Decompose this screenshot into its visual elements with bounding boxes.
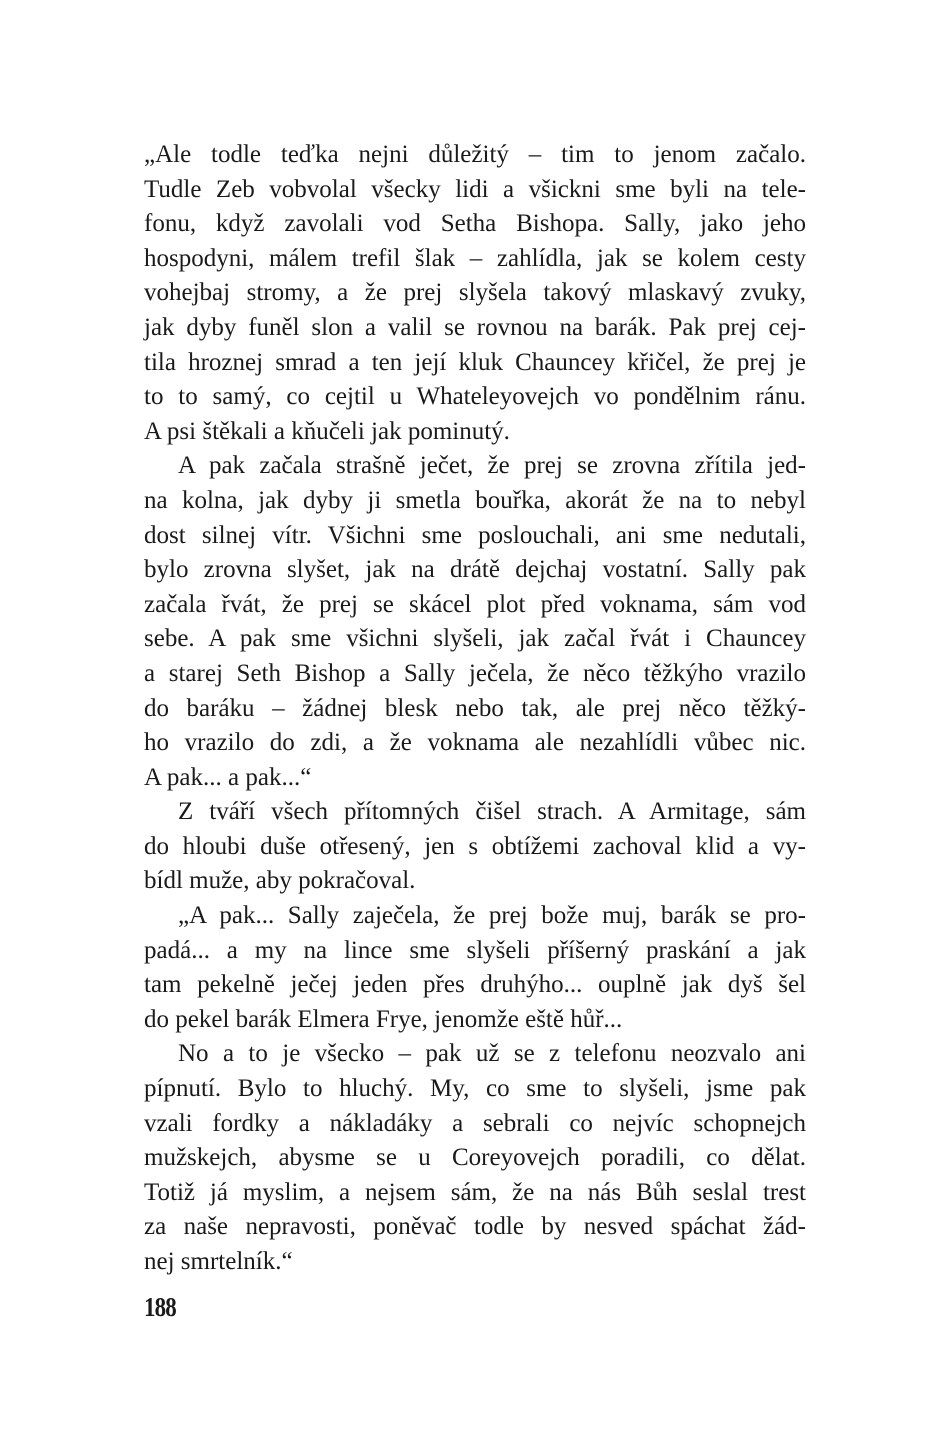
paragraph	[144, 449, 806, 795]
text-line: to to samý, co cejtil u Whateleyovejch vo pondělnim ránu.	[144, 383, 806, 411]
text-line: A pak začala strašně ječet, že prej se zrovna zřítila jed-	[178, 452, 806, 480]
body-text	[144, 138, 806, 1280]
paragraph	[144, 899, 806, 1037]
text-line: za naše nepravosti, poněvač todle by nesved spáchat žád-	[144, 1213, 806, 1241]
text-line: A psi štěkali a kňučeli jak pominutý.	[144, 417, 510, 445]
paragraph	[144, 795, 806, 899]
text-line: padá... a my na lince sme slyšeli příšerný praskání a jak	[144, 936, 806, 964]
text-line: do hloubi duše otřesený, jen s obtížemi zachoval klid a vy-	[144, 832, 806, 860]
text-line: bylo zrovna slyšet, jak na drátě dejchaj vostatní. Sally pak	[144, 556, 806, 584]
paragraph	[144, 138, 806, 449]
text-line: jak dyby funěl slon a valil se rovnou na barák. Pak prej cej-	[144, 313, 806, 341]
text-line: nej smrtelník.“	[144, 1248, 293, 1275]
text-line: No a to je všecko – pak už se z telefonu neozvalo ani	[178, 1040, 806, 1068]
text-line: Totiž já myslim, a nejsem sám, že na nás Bůh seslal trest	[144, 1178, 806, 1206]
text-line: bídl muže, aby pokračoval.	[144, 867, 416, 895]
page-number: 188	[144, 1292, 176, 1322]
text-line: a starej Seth Bishop a Sally ječela, že něco těžkýho vrazilo	[144, 659, 806, 687]
text-line: hospodyni, málem trefil šlak – zahlídla, jak se kolem cesty	[144, 244, 806, 272]
text-line: tila hroznej smrad a ten její kluk Chauncey křičel, že prej je	[144, 348, 806, 376]
text-line: Z tváří všech přítomných čišel strach. A Armitage, sám	[178, 798, 806, 826]
text-line: „A pak... Sally zaječela, že prej bože muj, barák se pro-	[178, 902, 806, 930]
text-line: „Ale todle teďka nejni důležitý – tim to jenom začalo.	[144, 141, 806, 168]
text-line: vzali fordky a nákladáky a sebrali co nejvíc schopnejch	[144, 1109, 806, 1137]
text-line: mužskejch, abysme se u Coreyovejch poradili, co dělat.	[144, 1144, 806, 1172]
paragraph	[144, 1037, 806, 1279]
text-line: do baráku – žádnej blesk nebo tak, ale prej něco těžký-	[144, 694, 806, 722]
text-line: A pak... a pak...“	[144, 763, 312, 791]
text-line: tam pekelně ječej jeden přes druhýho... ouplně jak dyš šel	[144, 971, 806, 999]
text-line: fonu, když zavolali vod Setha Bishopa. Sally, jako jeho	[144, 210, 806, 238]
text-line: sebe. A pak sme všichni slyšeli, jak začal řvát i Chauncey	[144, 625, 806, 653]
text-line: začala řvát, že prej se skácel plot před voknama, sám vod	[144, 590, 806, 618]
text-line: do pekel barák Elmera Frye, jenomže eště hůř...	[144, 1005, 623, 1033]
text-line: dost silnej vítr. Všichni sme poslouchali, ani sme nedutali,	[144, 521, 806, 549]
text-line: pípnutí. Bylo to hluchý. My, co sme to slyšeli, jsme pak	[144, 1075, 806, 1103]
text-line: na kolna, jak dyby ji smetla bouřka, akorát že na to nebyl	[144, 486, 806, 514]
text-line: Tudle Zeb vobvolal všecky lidi a všickni sme byli na tele-	[144, 175, 806, 203]
text-line: vohejbaj stromy, a že prej slyšela takový mlaskavý zvuky,	[144, 279, 806, 307]
text-line: ho vrazilo do zdi, a že voknama ale nezahlídli vůbec nic.	[144, 729, 806, 757]
